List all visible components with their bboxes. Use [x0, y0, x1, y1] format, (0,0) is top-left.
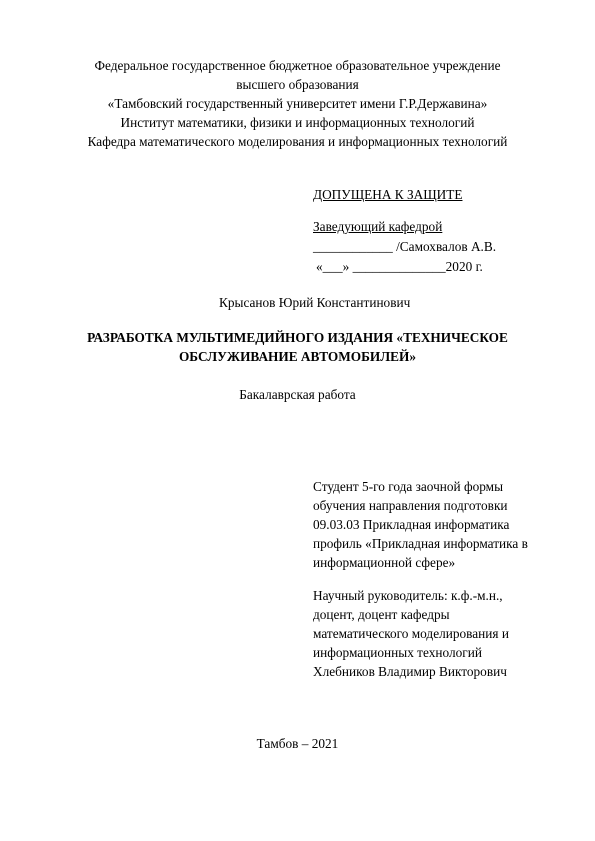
supervisor-info-line: информационных технологий [313, 645, 482, 660]
thesis-title-line-2: ОБСЛУЖИВАНИЕ АВТОМОБИЛЕЙ» [178, 349, 417, 364]
department-name: Кафедра математического моделирования и информационных технологий [87, 134, 508, 149]
work-type: Бакалаврская работа [239, 387, 356, 402]
approval-signature: ____________ /Самохвалов А.В. [313, 239, 497, 254]
supervisor-info-line: Научный руководитель: к.ф.-м.н., [313, 588, 503, 603]
supervisor-info-line: математического моделирования и [313, 626, 509, 641]
supervisor-info-line: Хлебников Владимир Викторович [313, 664, 507, 679]
student-info-line: информационной сфере» [313, 555, 456, 570]
approval-date: «___» ______________2020 г. [316, 259, 483, 274]
education-level-line: высшего образования [236, 77, 359, 92]
student-info-line: профиль «Прикладная информатика в [313, 536, 528, 551]
approval-role: Заведующий кафедрой [313, 219, 443, 234]
city-year: Тамбов – 2021 [256, 736, 339, 751]
author-name: Крысанов Юрий Константинович [219, 295, 411, 310]
student-info-line: 09.03.03 Прикладная информатика [313, 517, 510, 532]
thesis-title-line-1: РАЗРАБОТКА МУЛЬТИМЕДИЙНОГО ИЗДАНИЯ «ТЕХНИЧЕСКОЕ [87, 330, 508, 345]
ministry-line: Федеральное государственное бюджетное образовательное учреждение [94, 58, 501, 73]
supervisor-info-line: доцент, доцент кафедры [313, 607, 450, 622]
university-name: «Тамбовский государственный университет имени Г.Р.Державина» [107, 96, 488, 111]
student-info-line: Студент 5-го года заочной формы [313, 479, 504, 494]
approval-title: ДОПУЩЕНА К ЗАЩИТЕ [313, 187, 463, 202]
student-info-line: обучения направления подготовки [313, 498, 508, 513]
institute-name: Институт математики, физики и информационных технологий [120, 115, 475, 130]
